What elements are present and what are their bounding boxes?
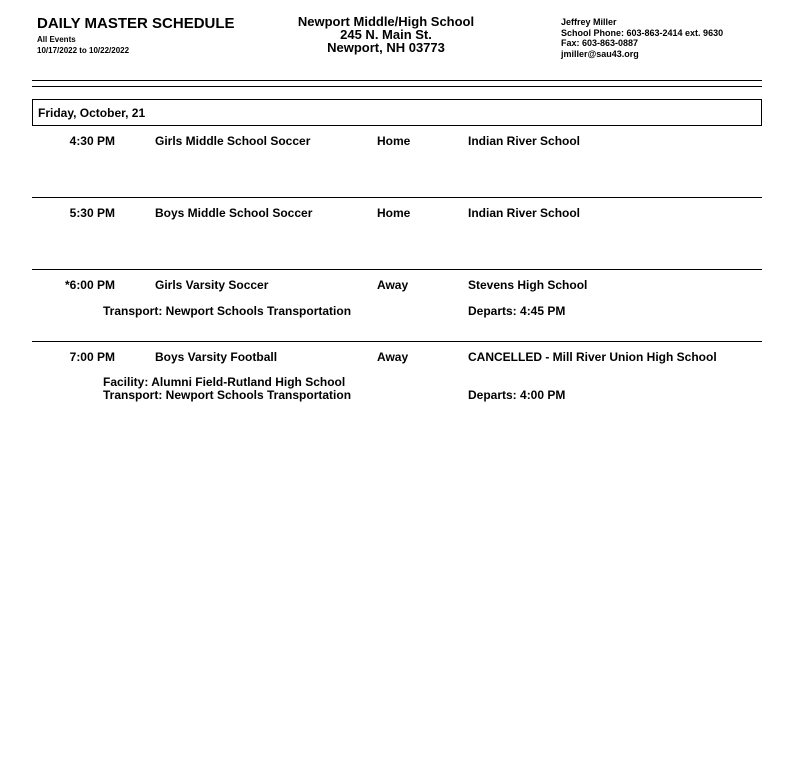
event-divider: [32, 341, 762, 342]
event-location: Away: [377, 350, 409, 364]
contact-email: jmiller@sau43.org: [561, 48, 639, 59]
event-transport: Transport: Newport Schools Transportation: [103, 388, 352, 402]
school-city: Newport, NH 03773: [327, 40, 445, 55]
contact-fax: Fax: 603-863-0887: [561, 38, 639, 48]
event-time: 7:00 PM: [69, 350, 115, 364]
event-opponent: CANCELLED - Mill River Union High School: [468, 350, 717, 364]
event-opponent: Indian River School: [468, 134, 581, 148]
contact-phone: School Phone: 603-863-2414 ext. 9630: [561, 27, 724, 38]
event-time: 4:30 PM: [69, 134, 115, 148]
event-location: Away: [377, 278, 409, 292]
school-street: 245 N. Main St.: [340, 27, 432, 42]
event-opponent: Indian River School: [468, 206, 581, 220]
event-name: Girls Varsity Soccer: [155, 278, 269, 292]
event-opponent: Stevens High School: [468, 278, 588, 292]
event-facility: Facility: Alumni Field-Rutland High School: [103, 375, 346, 389]
event-transport: Transport: Newport Schools Transportation: [103, 304, 352, 318]
event-name: Boys Middle School Soccer: [155, 206, 313, 220]
header-divider-top: [32, 80, 762, 81]
event-name: Girls Middle School Soccer: [155, 134, 311, 148]
event-location: Home: [377, 206, 411, 220]
event-location: Home: [377, 134, 411, 148]
event-time: 5:30 PM: [69, 206, 115, 220]
event-divider: [32, 197, 762, 198]
event-name: Boys Varsity Football: [155, 350, 278, 364]
date-range: 10/17/2022 to 10/22/2022: [37, 46, 130, 55]
day-label: Friday, October, 21: [38, 106, 146, 120]
contact-block: [561, 17, 723, 59]
day-header: [32, 99, 762, 126]
event-time: *6:00 PM: [64, 278, 115, 292]
event-filter: All Events: [37, 35, 76, 44]
document-title: DAILY MASTER SCHEDULE: [37, 15, 235, 32]
school-block: [281, 15, 491, 54]
event-departs: Departs: 4:00 PM: [468, 388, 566, 402]
event-divider: [32, 269, 762, 270]
contact-name: Jeffrey Miller: [561, 17, 617, 27]
header-divider-bottom: [32, 86, 762, 87]
event-departs: Departs: 4:45 PM: [468, 304, 566, 318]
school-name: Newport Middle/High School: [297, 14, 475, 29]
